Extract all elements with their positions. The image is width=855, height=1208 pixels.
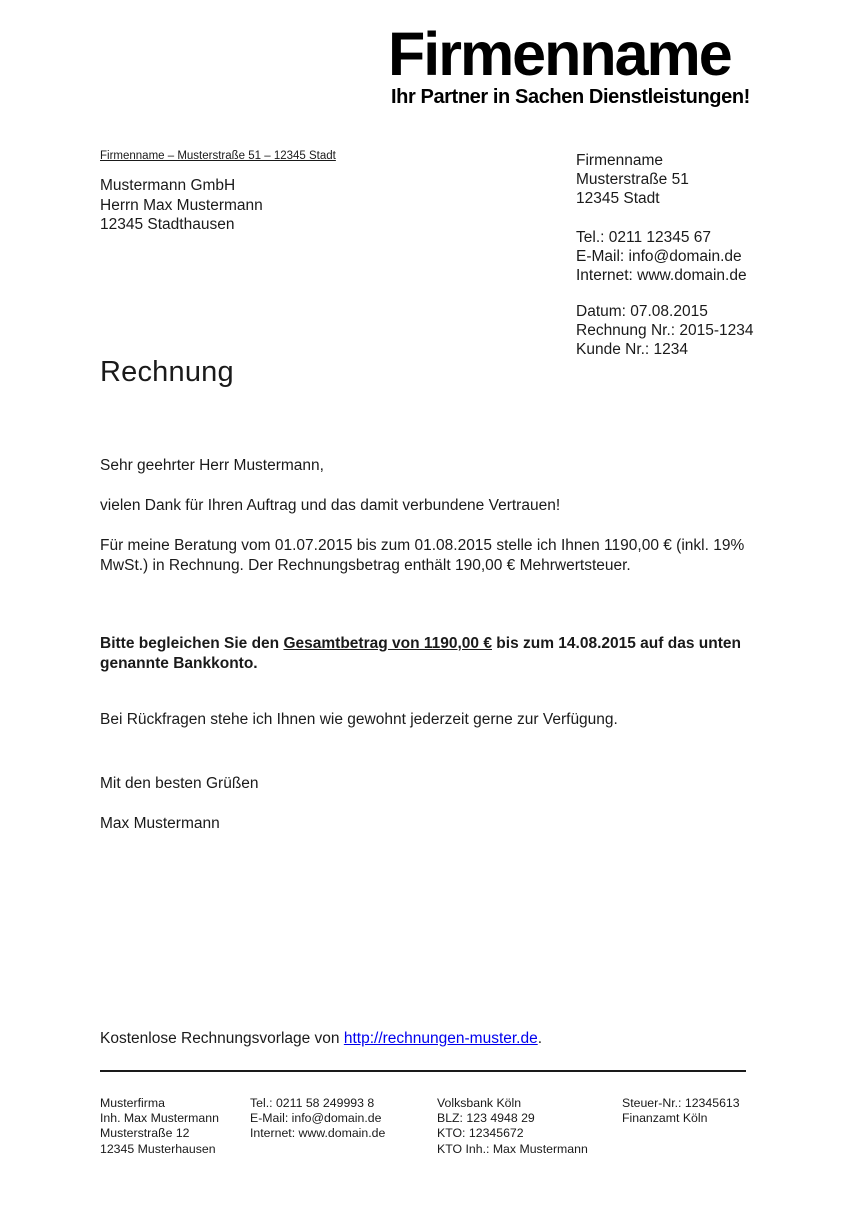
recipient-company: Mustermann GmbH (100, 177, 236, 194)
company-contact-group (576, 228, 816, 285)
invoice-meta-group (576, 302, 816, 359)
credit-prefix: Kostenlose Rechnungsvorlage von (100, 1030, 344, 1047)
footer-tax-column (622, 1096, 740, 1126)
company-info-block (576, 151, 816, 359)
payment-request-prefix: Bitte begleichen Sie den (100, 635, 284, 652)
company-city: 12345 Stadt (576, 190, 660, 207)
recipient-city: 12345 Stadthausen (100, 216, 235, 233)
invoice-number: Rechnung Nr.: 2015-1234 (576, 322, 754, 339)
sender-return-address: Firmenname – Musterstraße 51 – 12345 Stadt (100, 150, 336, 162)
footer-tax-number: Steuer-Nr.: 12345613 (622, 1096, 740, 1110)
payment-request-suffix: bis zum 14.08.2015 auf das unten genannte Bankkonto. (100, 635, 741, 672)
footer-bank-holder: KTO Inh.: Max Mustermann (437, 1141, 588, 1156)
company-address-group (576, 151, 816, 208)
signature-name: Max Mustermann (100, 815, 220, 832)
availability-paragraph: Bei Rückfragen stehe ich Ihnen wie gewohnt jederzeit gerne zur Verfügung. (100, 711, 618, 728)
footer-tax-office: Finanzamt Köln (622, 1111, 708, 1126)
footer-company-street: Musterstraße 12 (100, 1126, 190, 1141)
company-phone: Tel.: 0211 12345 67 (576, 229, 712, 246)
footer-bank-blz: BLZ: 123 4948 29 (437, 1111, 535, 1126)
salutation: Sehr geehrter Herr Mustermann, (100, 457, 324, 474)
footer-phone: Tel.: 0211 58 249993 8 (250, 1096, 375, 1110)
footer-company-column (100, 1096, 219, 1157)
closing-salutation: Mit den besten Grüßen (100, 775, 259, 792)
invoice-date: Datum: 07.08.2015 (576, 303, 708, 320)
credit-suffix: . (537, 1030, 543, 1047)
company-tagline: Ihr Partner in Sachen Dienstleistungen! (391, 86, 750, 108)
footer-bank-column (437, 1096, 588, 1157)
thanks-paragraph: vielen Dank für Ihren Auftrag und das damit verbundene Vertrauen! (100, 497, 561, 514)
footer-company-city: 12345 Musterhausen (100, 1141, 216, 1156)
invoice-details-paragraph: Für meine Beratung vom 01.07.2015 bis zum 01.08.2015 stelle ich Ihnen 1190,00 € (inkl. 19% MwSt.) in Rechnung. Der Rechnungsbetrag enthält 190,00 € Mehrwertsteuer. (100, 537, 745, 574)
footer-company-name: Musterfirma (100, 1096, 165, 1110)
document-title: Rechnung (100, 356, 234, 388)
company-logo: Firmenname (388, 20, 731, 88)
recipient-address-block (100, 176, 263, 235)
footer-company-owner: Inh. Max Mustermann (100, 1111, 219, 1126)
company-website: Internet: www.domain.de (576, 267, 747, 284)
payment-total-underlined: Gesamtbetrag von 1190,00 € (283, 635, 492, 652)
company-email: E-Mail: info@domain.de (576, 248, 742, 265)
footer-bank-name: Volksbank Köln (437, 1096, 522, 1110)
footer-divider (100, 1070, 746, 1072)
company-street: Musterstraße 51 (576, 171, 689, 188)
footer-website: Internet: www.domain.de (250, 1126, 386, 1141)
recipient-name: Herrn Max Mustermann (100, 196, 263, 214)
template-credit-line (100, 1030, 542, 1048)
customer-number: Kunde Nr.: 1234 (576, 341, 689, 358)
footer-contact-column (250, 1096, 385, 1142)
footer-bank-account: KTO: 12345672 (437, 1126, 524, 1141)
payment-request-paragraph (100, 634, 762, 674)
template-source-link[interactable]: http://rechnungen-muster.de (343, 1030, 538, 1047)
footer-email: E-Mail: info@domain.de (250, 1111, 382, 1126)
company-name: Firmenname (576, 152, 663, 169)
